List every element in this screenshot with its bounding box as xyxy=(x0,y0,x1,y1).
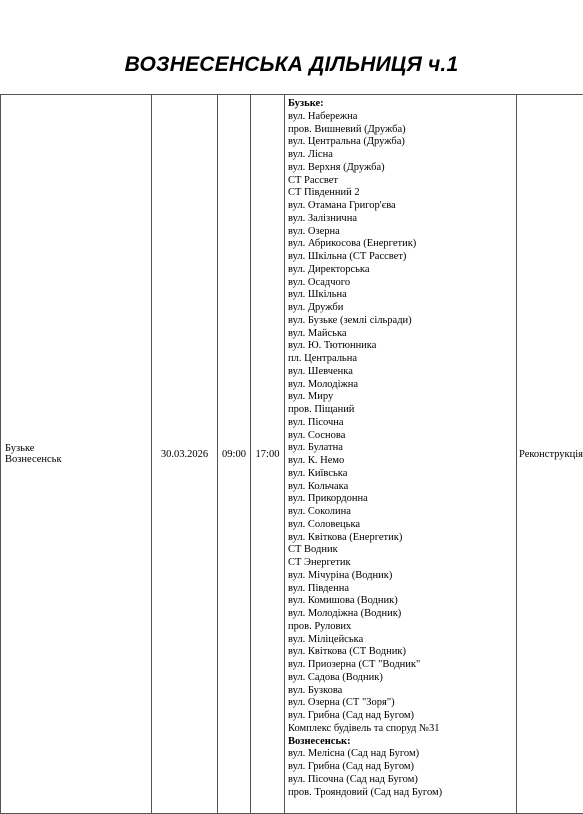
address-item: вул. Прикордонна xyxy=(288,493,516,506)
settlement-heading: Бузьке: xyxy=(288,98,516,111)
address-item: вул. Приозерна (СТ "Водник" xyxy=(288,659,516,672)
address-item: вул. К. Немо xyxy=(288,455,516,468)
address-item: СТ Південний 2 xyxy=(288,187,516,200)
settlement-name: Вознесенськ xyxy=(5,454,151,465)
address-item: пров. Рулових xyxy=(288,621,516,634)
address-item: пров. Піщаний xyxy=(288,404,516,417)
address-item: вул. Грибна (Сад над Бугом) xyxy=(288,761,516,774)
reason-cell: Реконструкція xyxy=(517,95,583,814)
address-item: вул. Верхня (Дружба) xyxy=(288,162,516,175)
address-item: вул. Шкільна xyxy=(288,289,516,302)
address-item: вул. Пісочна (Сад над Бугом) xyxy=(288,774,516,787)
address-item: вул. Мічуріна (Водник) xyxy=(288,570,516,583)
address-item: вул. Молодіжна (Водник) xyxy=(288,608,516,621)
table-row xyxy=(1,95,583,814)
address-item: вул. Квіткова (Енергетик) xyxy=(288,532,516,545)
address-item: вул. Абрикосова (Енергетик) xyxy=(288,238,516,251)
address-item: вул. Ю. Тютюнника xyxy=(288,340,516,353)
address-item: СТ Энергетик xyxy=(288,557,516,570)
address-item: вул. Залізнична xyxy=(288,213,516,226)
address-item: вул. Шкільна (СТ Рассвет) xyxy=(288,251,516,264)
address-item: вул. Шевченка xyxy=(288,366,516,379)
time-end-cell: 17:00 xyxy=(251,95,285,814)
address-item: пров. Трояндовий (Сад над Бугом) xyxy=(288,787,516,800)
address-item: вул. Бузьке (землі сільради) xyxy=(288,315,516,328)
address-item: вул. Набережна xyxy=(288,111,516,124)
address-item: вул. Булатна xyxy=(288,442,516,455)
address-item: вул. Дружби xyxy=(288,302,516,315)
address-item: Комплекс будівель та споруд №31 xyxy=(288,723,516,736)
settlements-cell xyxy=(1,95,152,814)
outage-table xyxy=(0,94,583,814)
address-item: вул. Грибна (Сад над Бугом) xyxy=(288,710,516,723)
address-item: вул. Центральна (Дружба) xyxy=(288,136,516,149)
page-title: ВОЗНЕСЕНСЬКА ДІЛЬНИЦЯ ч.1 xyxy=(0,53,583,77)
time-start-cell: 09:00 xyxy=(218,95,251,814)
address-item: вул. Миру xyxy=(288,391,516,404)
address-item: вул. Соловецька xyxy=(288,519,516,532)
address-list xyxy=(288,98,516,799)
address-item: вул. Мелісна (Сад над Бугом) xyxy=(288,748,516,761)
address-item: пл. Центральна xyxy=(288,353,516,366)
address-item: вул. Отамана Григор'єва xyxy=(288,200,516,213)
address-item: СТ Водник xyxy=(288,544,516,557)
address-item: вул. Квіткова (СТ Водник) xyxy=(288,646,516,659)
address-item: вул. Соснова xyxy=(288,430,516,443)
address-item: вул. Пісочна xyxy=(288,417,516,430)
addresses-cell xyxy=(285,95,517,814)
address-item: вул. Майська xyxy=(288,328,516,341)
address-item: вул. Директорська xyxy=(288,264,516,277)
address-item: вул. Озерна xyxy=(288,226,516,239)
address-item: вул. Озерна (СТ "Зоря") xyxy=(288,697,516,710)
address-item: вул. Міліцейська xyxy=(288,634,516,647)
address-item: СТ Рассвет xyxy=(288,175,516,188)
date-cell: 30.03.2026 xyxy=(152,95,218,814)
address-item: вул. Кольчака xyxy=(288,481,516,494)
settlement-heading: Вознесенськ: xyxy=(288,736,516,749)
address-item: вул. Київська xyxy=(288,468,516,481)
address-item: вул. Соколина xyxy=(288,506,516,519)
address-item: вул. Молодіжна xyxy=(288,379,516,392)
address-item: вул. Осадчого xyxy=(288,277,516,290)
settlement-name: Бузьке xyxy=(5,443,151,454)
address-item: вул. Південна xyxy=(288,583,516,596)
address-item: вул. Садова (Водник) xyxy=(288,672,516,685)
address-item: вул. Лісна xyxy=(288,149,516,162)
address-item: пров. Вишневий (Дружба) xyxy=(288,124,516,137)
address-item: вул. Бузкова xyxy=(288,685,516,698)
address-item: вул. Комишова (Водник) xyxy=(288,595,516,608)
